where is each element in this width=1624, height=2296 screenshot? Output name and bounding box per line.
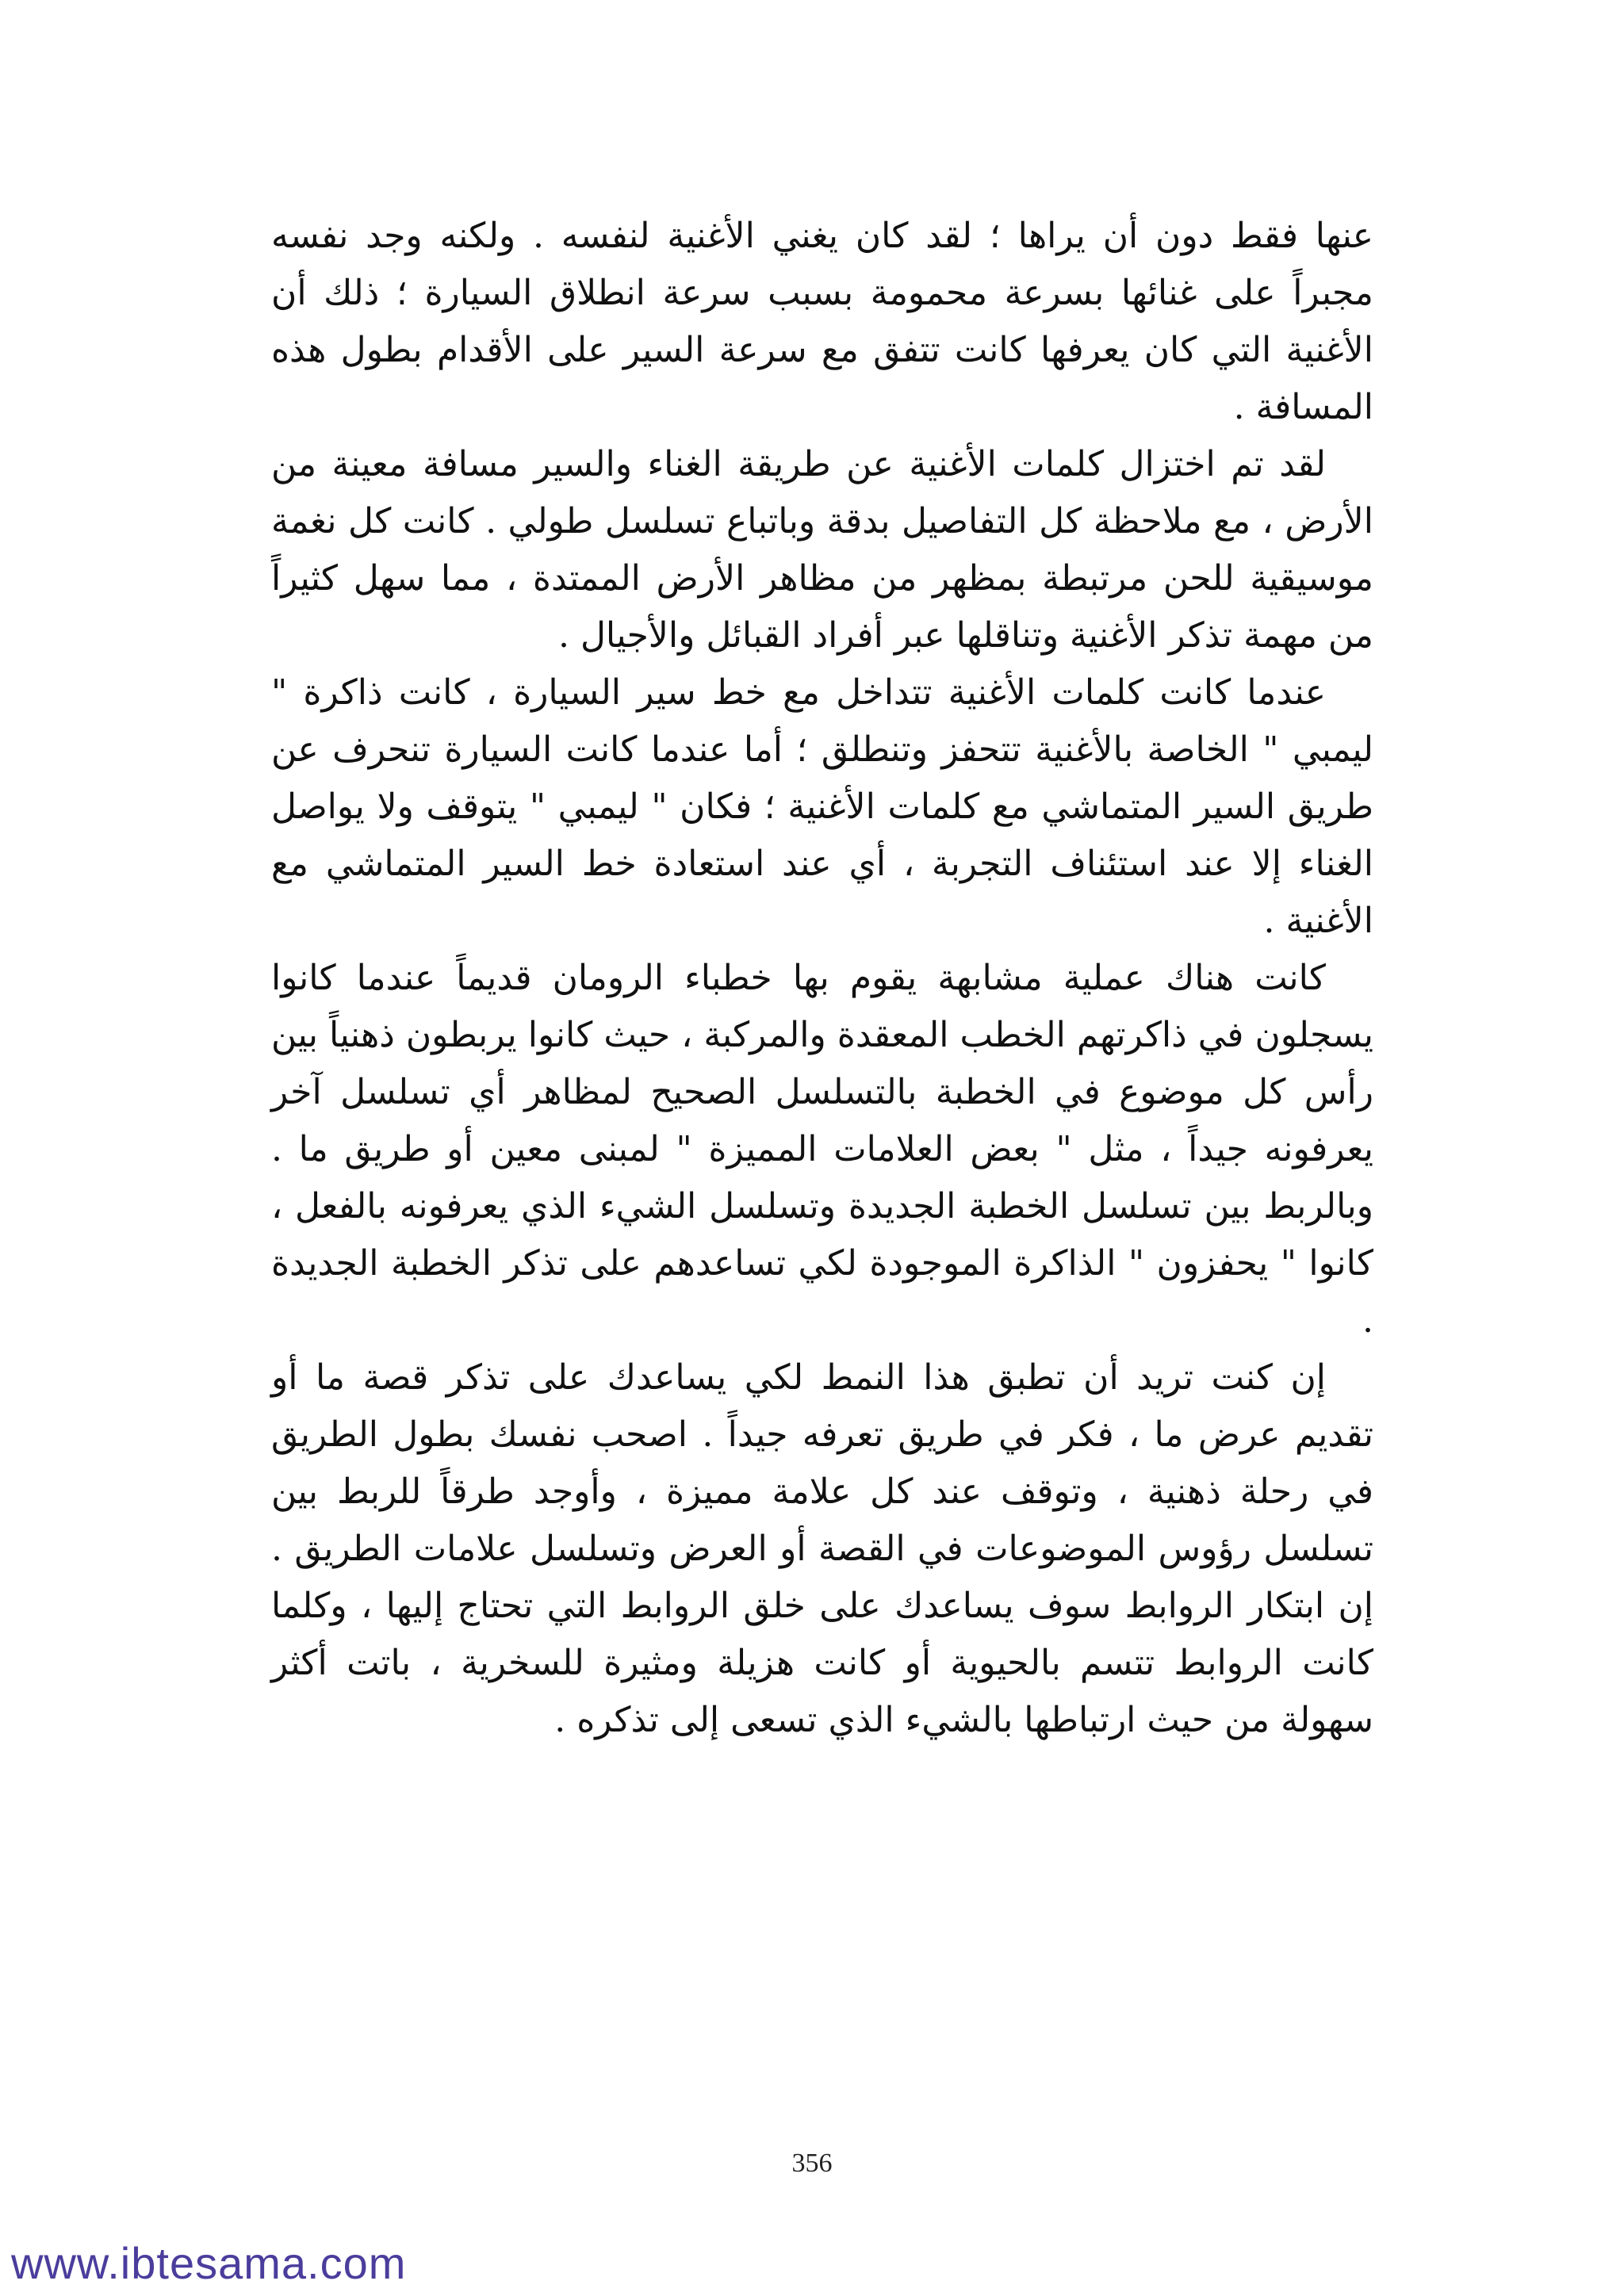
paragraph-1: عنها فقط دون أن يراها ؛ لقد كان يغني الأغنية لنفسه . ولكنه وجد نفسه مجبراً على غنائها بسرعة محمومة بسبب سرعة انطلاق السيارة ؛ ذلك أن الأغنية التي كان يعرفها كانت تتفق مع سرعة السير على الأقدام بطول هذه المسافة . xyxy=(271,216,1373,427)
paragraph-4: كانت هناك عملية مشابهة يقوم بها خطباء الرومان قديماً عندما كانوا يسجلون في ذاكرتهم الخطب المعقدة والمركبة ، حيث كانوا يربطون ذهنياً بين رأس كل موضوع في الخطبة بالتسلسل الصحيح لمظاهر أي تسلسل آخر يعرفونه جيداً ، مثل " بعض العلامات المميزة " لمبنى معين أو طريق ما . وبالربط بين تسلسل الخطبة الجديدة وتسلسل الشيء الذي يعرفونه بالفعل ، كانوا " يحفزون " الذاكرة الموجودة لكي تساعدهم على تذكر الخطبة الجديدة . xyxy=(271,958,1373,1341)
body-text xyxy=(271,208,1373,1749)
paragraph-5: إن كنت تريد أن تطبق هذا النمط لكي يساعدك على تذكر قصة ما أو تقديم عرض ما ، فكر في طريق تعرفه جيداً . اصحب نفسك بطول الطريق في رحلة ذهنية ، وتوقف عند كل علامة مميزة ، وأوجد طرقاً للربط بين تسلسل رؤوس الموضوعات في القصة أو العرض وتسلسل علامات الطريق . إن ابتكار الروابط سوف يساعدك على خلق الروابط التي تحتاج إليها ، وكلما كانت الروابط تتسم بالحيوية أو كانت هزيلة ومثيرة للسخرية ، باتت أكثر سهولة من حيث ارتباطها بالشيء الذي تسعى إلى تذكره . xyxy=(271,1357,1373,1740)
paragraph-2: لقد تم اختزال كلمات الأغنية عن طريقة الغناء والسير مسافة معينة من الأرض ، مع ملاحظة كل التفاصيل بدقة وباتباع تسلسل طولي . كانت كل نغمة موسيقية للحن مرتبطة بمظهر من مظاهر الأرض الممتدة ، مما سهل كثيراً من مهمة تذكر الأغنية وتناقلها عبر أفراد القبائل والأجيال . xyxy=(271,444,1373,656)
page-number: 356 xyxy=(791,2149,833,2178)
paragraph-3: عندما كانت كلمات الأغنية تتداخل مع خط سير السيارة ، كانت ذاكرة " ليمبي " الخاصة بالأغنية تتحفز وتنطلق ؛ أما عندما كانت السيارة تنحرف عن طريق السير المتماشي مع كلمات الأغنية ؛ فكان " ليمبي " يتوقف ولا يواصل الغناء إلا عند استئناف التجربة ، أي عند استعادة خط السير المتماشي مع الأغنية . xyxy=(271,672,1373,941)
watermark-url: www.ibtesama.com xyxy=(11,2238,407,2288)
